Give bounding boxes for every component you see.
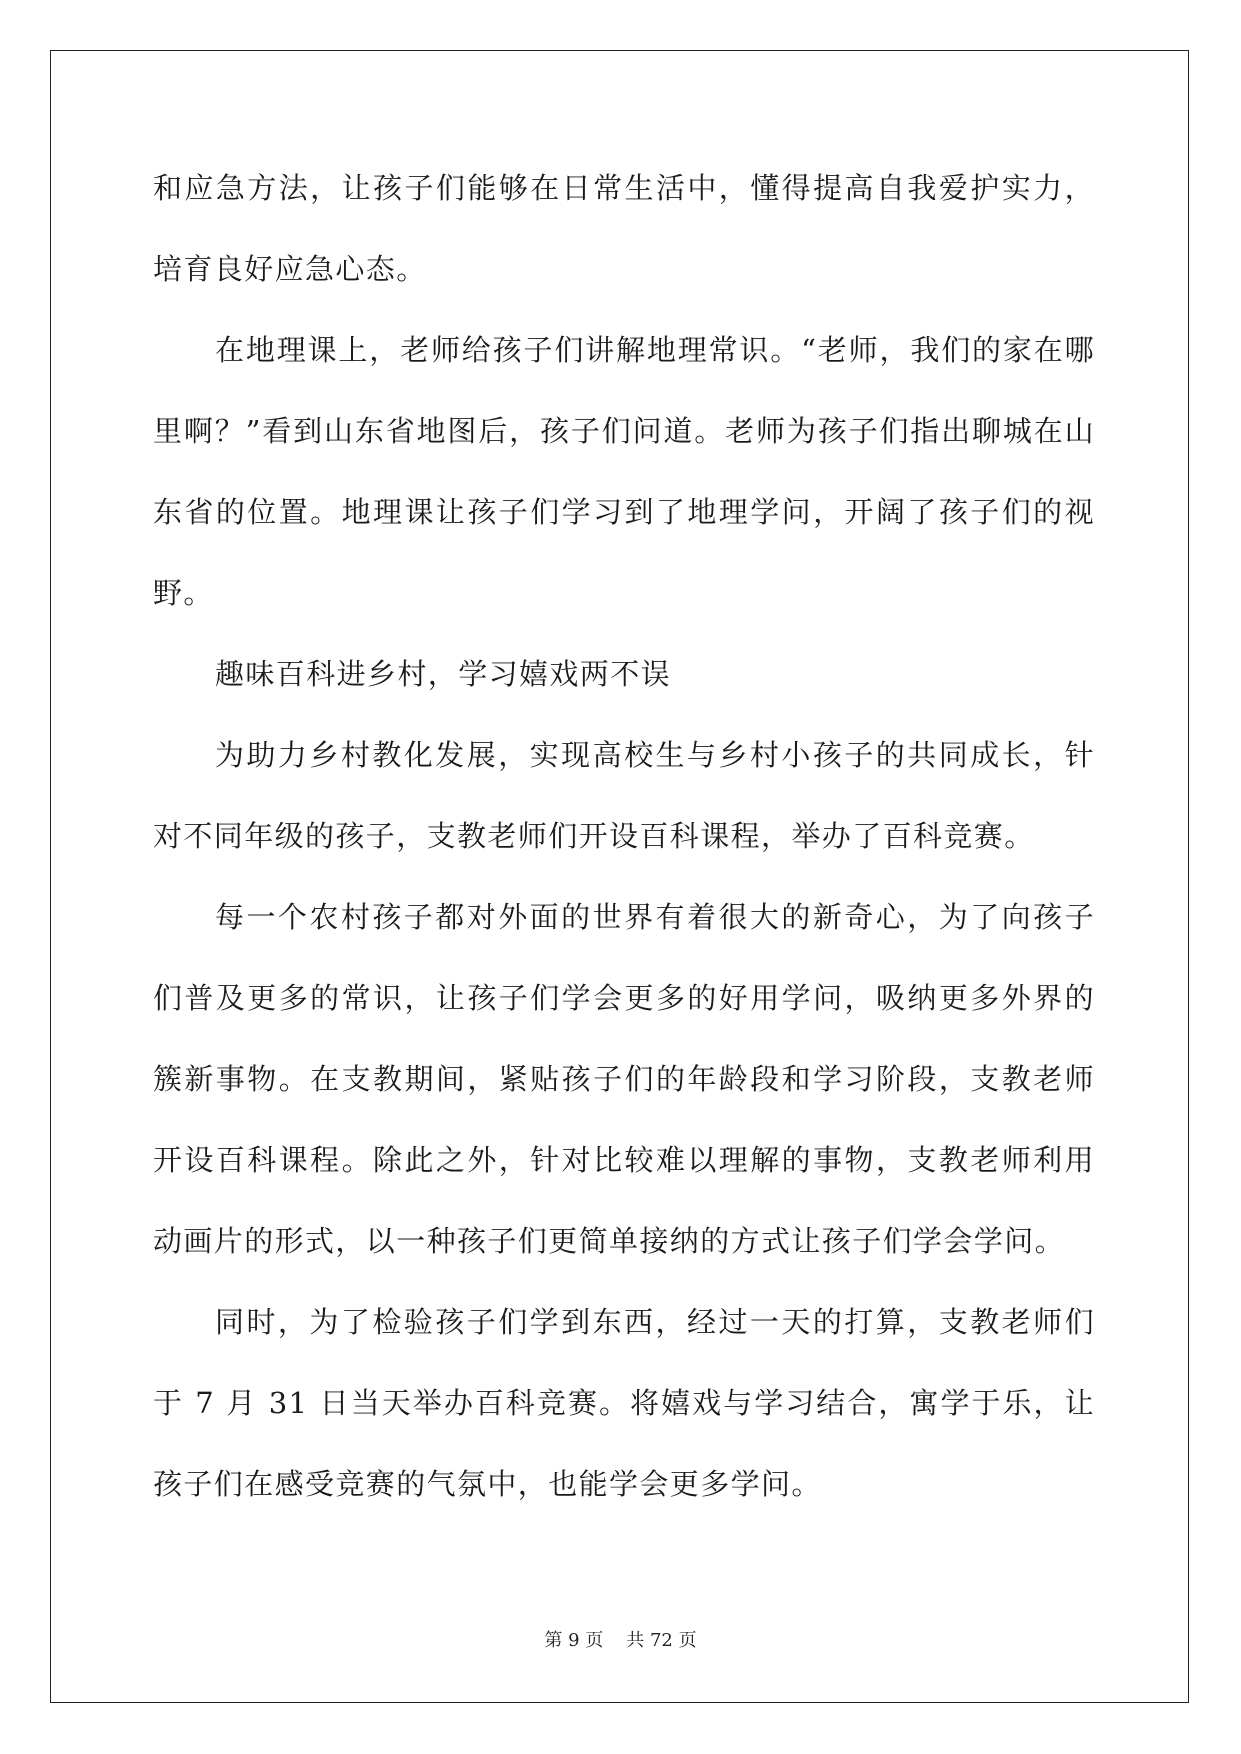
total-pages: 共 72 页	[626, 1630, 697, 1651]
paragraph-5: 同时，为了检验孩子们学到东西，经过一天的打算，支教老师们于 7 月 31 日当天举办百科竞赛。将嬉戏与学习结合，寓学于乐，让孩子们在感受竞赛的气氛中，也能学会更多学问。	[153, 1305, 1095, 1501]
paragraph-1: 和应急方法，让孩子们能够在日常生活中，懂得提高自我爱护实力，培育良好应急心态。	[153, 171, 1095, 286]
document-body	[153, 148, 1095, 1525]
paragraph-4: 每一个农村孩子都对外面的世界有着很大的新奇心，为了向孩子们普及更多的常识，让孩子们学会更多的好用学问，吸纳更多外界的簇新事物。在支教期间，紧贴孩子们的年龄段和学习阶段，支教老师开设百科课程。除此之外，针对比较难以理解的事物，支教老师利用动画片的形式，以一种孩子们更简单接纳的方式让孩子们学会学问。	[153, 900, 1095, 1258]
page-number: 第 9 页	[544, 1630, 604, 1651]
page-footer	[0, 1626, 1241, 1652]
paragraph-2: 在地理课上，老师给孩子们讲解地理常识。“老师，我们的家在哪里啊？”看到山东省地图后，孩子们问道。老师为孩子们指出聊城在山东省的位置。地理课让孩子们学习到了地理学问，开阔了孩子们的视野。	[153, 333, 1095, 610]
section-heading: 趣味百科进乡村，学习嬉戏两不误	[215, 657, 672, 691]
paragraph-3: 为助力乡村教化发展，实现高校生与乡村小孩子的共同成长，针对不同年级的孩子，支教老师们开设百科课程，举办了百科竞赛。	[153, 738, 1095, 853]
